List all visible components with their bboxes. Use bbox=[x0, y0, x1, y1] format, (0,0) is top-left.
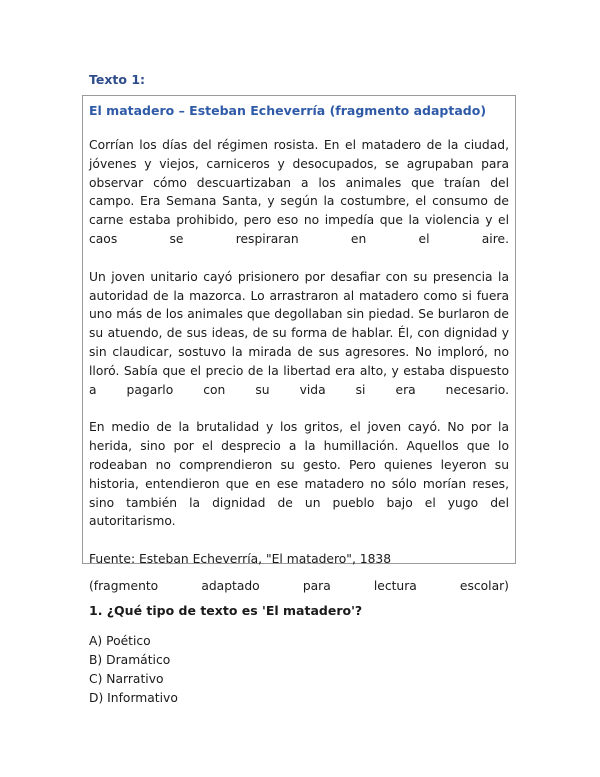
adapted-word: para bbox=[302, 578, 331, 593]
section-label: Texto 1: bbox=[89, 72, 146, 87]
source-citation: Fuente: Esteban Echeverría, "El matadero", 1838 bbox=[89, 552, 392, 567]
paragraph-3: En medio de la brutalidad y los gritos, el joven cayó. No por la herida, sino por el desprecio a la humillación. Aquellos que lo rodeaban no comprendieron su gesto. Pero quienes leyeron su historia, entendieron que en ese matadero no sólo morían reses, sino también la dignidad de un pueblo bajo el yugo del autoritarismo. bbox=[89, 420, 509, 529]
adapted-note bbox=[89, 577, 509, 596]
option-c[interactable]: C) Narrativo bbox=[89, 672, 164, 686]
option-d[interactable]: D) Informativo bbox=[89, 691, 178, 705]
paragraph-2: Un joven unitario cayó prisionero por desafiar con su presencia la autoridad de la mazorca. Lo arrastraron al matadero como si fuera uno más de los animales que degollaban sin piedad. Se burlaron de su atuendo, de sus ideas, de su forma de hablar. Él, con dignidad y sin claudicar, sostuvo la mirada de sus agresores. No imploró, no lloró. Sabía que el precio de la libertad era alto, y estaba dispuesto a pagarlo con su vida si era necesario. bbox=[89, 269, 509, 397]
adapted-word: adaptado bbox=[201, 578, 260, 593]
adapted-word: lectura bbox=[373, 578, 417, 593]
answer-options bbox=[89, 632, 178, 708]
option-b[interactable]: B) Dramático bbox=[89, 653, 171, 667]
text-box bbox=[82, 95, 516, 593]
adapted-word: (fragmento bbox=[89, 578, 159, 593]
paragraph-1: Corrían los días del régimen rosista. En el matadero de la ciudad, jóvenes y viejos, carniceros y desocupados, se agrupaban para observar cómo descuartizaban a los animales que traían del campo. Era Semana Santa, y según la costumbre, el consumo de carne estaba prohibido, pero eso no impedía que la violencia y el caos se respiraran en el aire. bbox=[89, 138, 509, 246]
adapted-word: escolar) bbox=[459, 578, 509, 593]
text-title: El matadero – Esteban Echeverría (fragmento adaptado) bbox=[89, 103, 487, 118]
question-1: 1. ¿Qué tipo de texto es 'El matadero'? bbox=[89, 603, 363, 618]
option-a[interactable]: A) Poético bbox=[89, 634, 151, 648]
